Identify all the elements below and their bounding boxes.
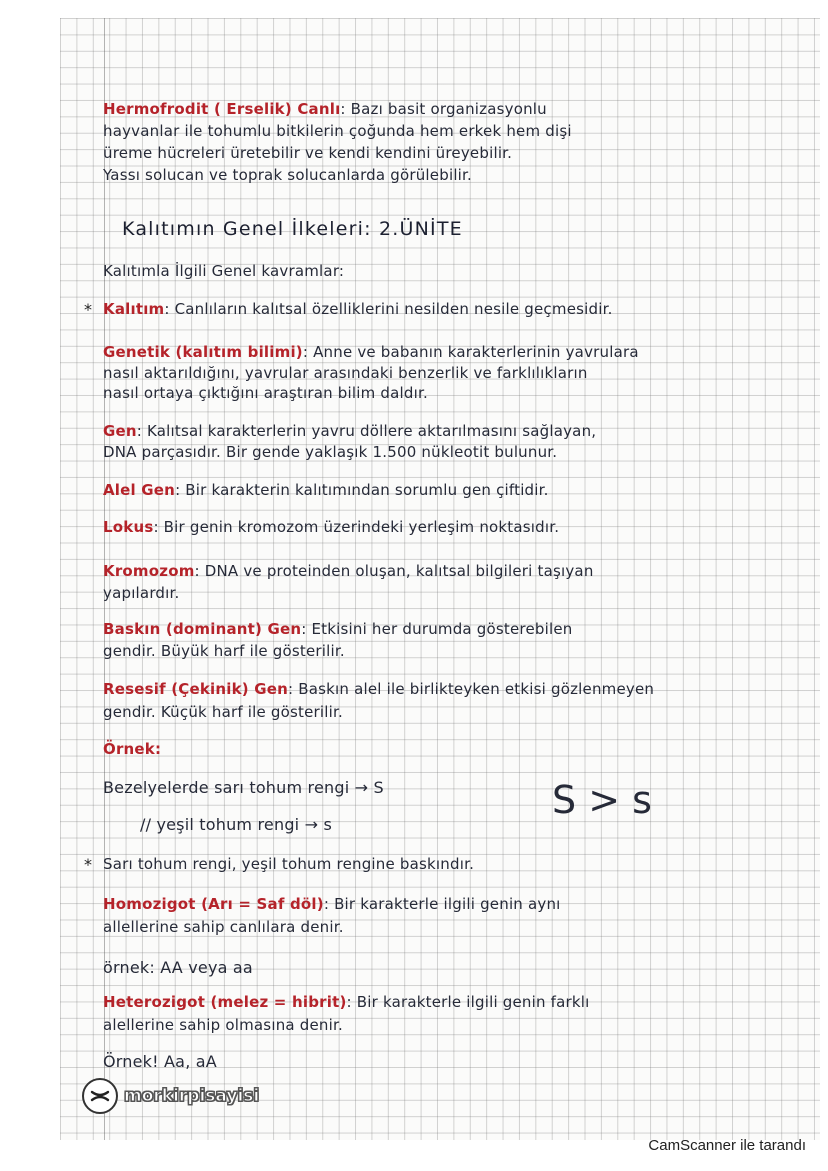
note-text: : Bir genin kromozom üzerindeki yerleşim noktasıdır.	[153, 518, 560, 536]
note-text: alellerine sahip olmasına denir.	[103, 1016, 343, 1034]
note-text: Sarı tohum rengi, yeşil tohum rengine baskındır.	[103, 855, 475, 873]
note-line	[103, 300, 613, 318]
note-text: Kalıtımın Genel İlkeleri: 2.ÜNİTE	[122, 218, 463, 240]
note-text: : Baskın alel ile birlikteyken etkisi gözlenmeyen	[288, 680, 655, 698]
term-label: Lokus	[103, 518, 154, 536]
term-label: Heterozigot (melez = hibrit)	[103, 993, 347, 1011]
note-text: gendir. Küçük harf ile gösterilir.	[103, 703, 343, 721]
watermark	[82, 1078, 259, 1114]
term-label: Örnek:	[103, 740, 162, 758]
note-text: : Etkisini her durumda gösterebilen	[301, 620, 573, 638]
note-line	[103, 384, 428, 402]
note-line	[103, 584, 179, 602]
note-line	[103, 166, 472, 184]
note-line	[103, 855, 474, 873]
bullet-star: *	[84, 300, 92, 319]
term-label: Homozigot (Arı = Saf döl)	[103, 895, 324, 913]
watermark-text: morkirpisayisi	[124, 1086, 260, 1106]
bullet-star: *	[84, 855, 92, 874]
note-text: DNA parçasıdır. Bir gende yaklaşık 1.500 nükleotit bulunur.	[103, 443, 558, 461]
note-line	[103, 642, 345, 660]
note-text: nasıl ortaya çıktığını araştıran bilim daldır.	[103, 384, 428, 402]
note-line	[103, 481, 549, 499]
note-text: Kalıtımla İlgili Genel kavramlar:	[103, 262, 345, 280]
unit-title	[122, 218, 463, 240]
note-line	[103, 518, 559, 536]
note-line	[103, 958, 253, 977]
note-text: örnek: AA veya aa	[103, 958, 253, 977]
note-text: gendir. Büyük harf ile gösterilir.	[103, 642, 345, 660]
note-text: : Canlıların kalıtsal özelliklerini nesilden nesile geçmesidir.	[164, 300, 613, 318]
note-text: üreme hücreleri üretebilir ve kendi kendini üreyebilir.	[103, 144, 513, 162]
note-text: Bezelyelerde sarı tohum rengi → S	[103, 778, 384, 797]
note-text: : Bir karakterle ilgili genin aynı	[323, 895, 561, 913]
term-label: Alel Gen	[103, 481, 176, 499]
term-label: Genetik (kalıtım bilimi)	[103, 343, 303, 361]
note-line	[103, 1052, 217, 1071]
note-line	[103, 343, 639, 361]
term-label: Hermofrodit ( Erselik) Canlı	[103, 100, 341, 118]
note-text: : DNA ve proteinden oluşan, kalıtsal bilgileri taşıyan	[194, 562, 594, 580]
note-text: // yeşil tohum rengi → s	[140, 815, 333, 834]
note-line	[103, 993, 590, 1011]
note-line	[103, 740, 161, 758]
note-text: Örnek! Aa, aA	[103, 1052, 217, 1071]
note-text: hayvanlar ile tohumlu bitkilerin çoğunda hem erkek hem dişi	[103, 122, 572, 140]
note-line	[103, 895, 561, 913]
note-text: : Bazı basit organizasyonlu	[340, 100, 547, 118]
note-text: Yassı solucan ve toprak solucanlarda görülebilir.	[103, 166, 473, 184]
term-label: Resesif (Çekinik) Gen	[103, 680, 289, 698]
note-line	[103, 778, 384, 797]
note-line	[103, 703, 343, 721]
scanner-footer: CamScanner ile tarandı	[648, 1137, 806, 1154]
note-line	[103, 443, 557, 461]
note-text: : Bir karakterin kalıtımından sorumlu gen çiftidir.	[175, 481, 549, 499]
note-line	[103, 364, 588, 382]
note-line	[103, 122, 572, 140]
term-label: Gen	[103, 422, 137, 440]
dominance-relation: S > s	[552, 778, 652, 822]
hedgehog-logo-icon	[82, 1078, 118, 1114]
term-label: Kromozom	[103, 562, 195, 580]
note-line	[103, 680, 654, 698]
term-label: Baskın (dominant) Gen	[103, 620, 302, 638]
note-line	[103, 620, 572, 638]
note-line	[140, 815, 332, 834]
note-line	[103, 1016, 343, 1034]
note-text: : Bir karakterle ilgili genin farklı	[346, 993, 590, 1011]
note-text: allellerine sahip canlılara denir.	[103, 918, 344, 936]
note-text: yapılardır.	[103, 584, 180, 602]
note-text: : Anne ve babanın karakterlerinin yavrulara	[302, 343, 639, 361]
note-line	[103, 100, 547, 118]
note-line	[103, 918, 344, 936]
note-line	[103, 144, 512, 162]
note-line	[103, 422, 596, 440]
note-line	[103, 262, 344, 280]
note-line	[103, 562, 594, 580]
note-text: : Kalıtsal karakterlerin yavru döllere aktarılmasını sağlayan,	[136, 422, 597, 440]
term-label: Kalıtım	[103, 300, 165, 318]
note-text: nasıl aktarıldığını, yavrular arasındaki benzerlik ve farklılıkların	[103, 364, 588, 382]
